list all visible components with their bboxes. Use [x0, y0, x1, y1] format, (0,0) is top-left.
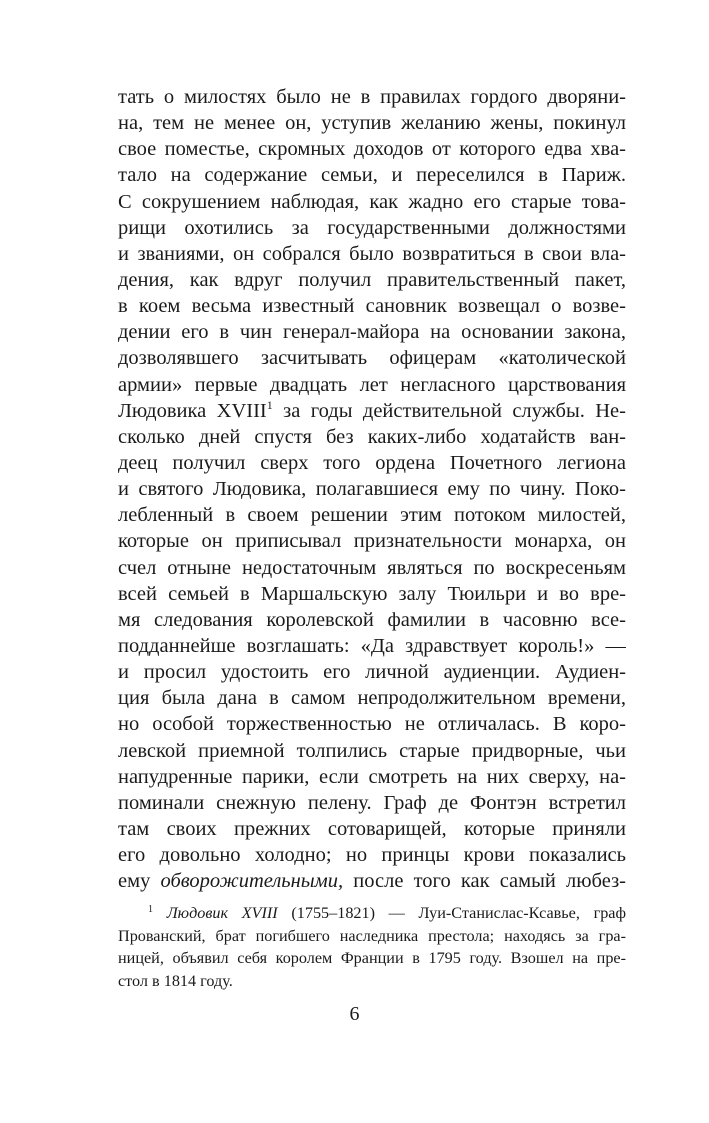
footnote: [118, 902, 626, 992]
text-line: в коем весьма известный сановник возвещал о возве-: [118, 295, 626, 318]
text-fragment: за годы действительной службы. Не-: [272, 399, 626, 422]
footnote-line: [118, 902, 626, 925]
italic-word: обворожительными,: [160, 870, 344, 893]
text-line: и званиями, он собрался было возвратиться в свои вла-: [118, 242, 626, 265]
text-line: деец получил сверх того ордена Почетного легиона: [118, 451, 626, 474]
text-fragment: после того как самый любез-: [343, 870, 626, 893]
text-line: которые он приписывал признательности монарха, он: [118, 530, 626, 553]
text-line: сколько дней спустя без каких-либо ходатайств ван-: [118, 425, 626, 448]
text-line: там своих прежних сотоварищей, которые приняли: [118, 817, 626, 840]
text-line: дозволявшего засчитывать офицерам «католической: [118, 347, 626, 370]
text-line: его довольно холодно; но принцы крови показались: [118, 844, 626, 867]
text-line: дении его в чин генерал-майора на основании закона,: [118, 321, 626, 344]
text-line: свое поместье, скромных доходов от которого едва хва-: [118, 138, 626, 161]
text-line: тать о милостях было не в правилах гордого дворяни-: [118, 86, 626, 108]
footnote-text: (1755–1821) — Луи-Станислас-Ксавье, граф: [277, 904, 626, 922]
text-line: тало на содержание семьи, и переселился в Париж.: [118, 164, 626, 187]
text-line: [118, 398, 626, 424]
text-line: всей семьей в Маршальскую залу Тюильри и во вре-: [118, 582, 626, 605]
text-line: но особой торжественностью не отличалась. В коро-: [118, 713, 626, 736]
text-line: ция была дана в самом непродолжительном времени,: [118, 687, 626, 710]
text-line: на, тем не менее он, уступив желанию жены, покинул: [118, 112, 626, 135]
page-number: 6: [349, 1003, 360, 1025]
text-line: лебленный в своем решении этим потоком милостей,: [118, 504, 626, 527]
footnote-line: стол в 1814 году.: [118, 971, 233, 990]
text-line: и просил удостоить его личной аудиенции. Аудиен-: [118, 661, 626, 684]
text-line: поминали снежную пелену. Граф де Фонтэн встретил: [118, 791, 626, 814]
text-line: С сокрушением наблюдая, как жадно его старые това-: [118, 190, 626, 213]
footnote-line: ницей, объявил себя королем Франции в 1795 году. Взошел на пре-: [118, 949, 626, 968]
footnote-line: Прованский, брат погибшего наследника престола; находясь за гра-: [118, 926, 626, 945]
text-line: рищи охотились за государственными должностями: [118, 216, 626, 239]
text-line: мя следования королевской фамилии в часовню все-: [118, 608, 626, 631]
text-line: напудренные парики, если смотреть на них сверху, на-: [118, 765, 626, 788]
footnote-reference: 1: [266, 397, 273, 412]
text-line: армии» первые двадцать лет негласного царствования: [118, 373, 626, 396]
text-fragment: ему: [118, 870, 161, 893]
text-line: дения, как вдруг получил правительственный пакет,: [118, 268, 626, 291]
text-line: левской приемной толпились старые придворные, чьи: [118, 739, 626, 762]
text-fragment: Людовика XVIII: [118, 399, 267, 422]
text-line: подданнейше возглашать: «Да здравствует король!» —: [118, 634, 626, 657]
main-text: [118, 84, 626, 894]
text-line: счел отныне недостаточным являться по воскресеньям: [118, 556, 626, 579]
text-line: и святого Людовика, полагавшиеся ему по чину. Поко-: [118, 478, 626, 501]
footnote-subject: Людовик XVIII: [166, 904, 278, 922]
text-line: [118, 868, 626, 894]
footnote-marker: 1: [148, 904, 153, 915]
